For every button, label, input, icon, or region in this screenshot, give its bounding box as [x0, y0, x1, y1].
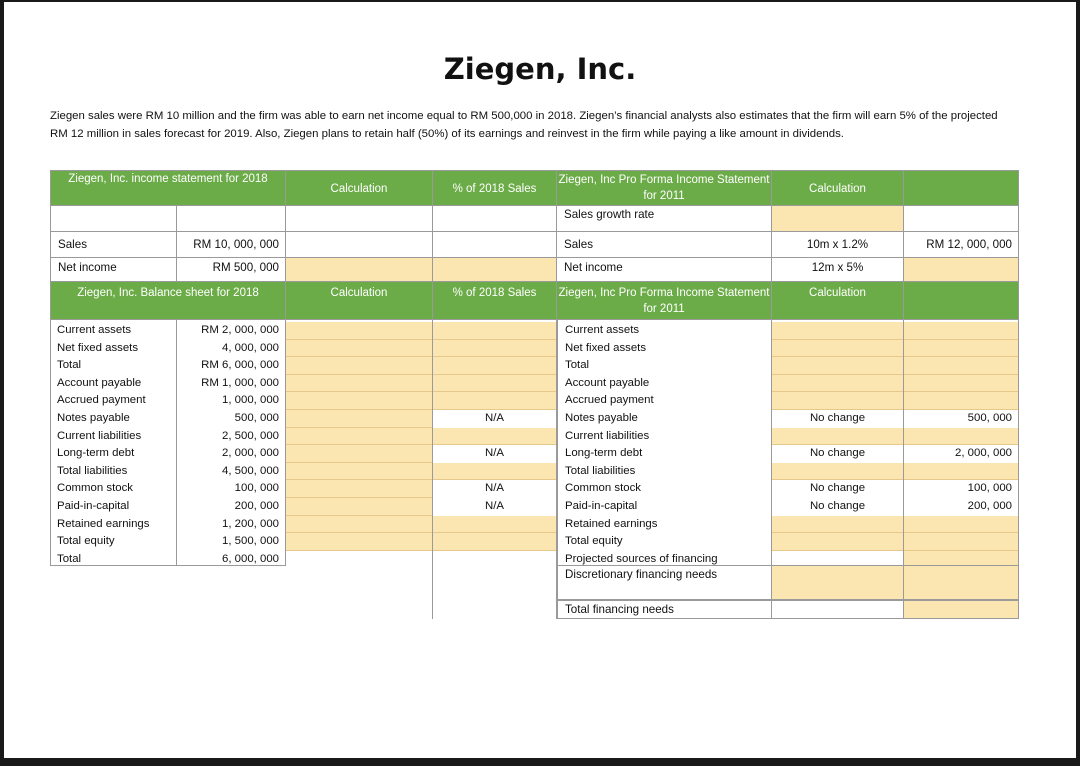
bs-proforma-value-input[interactable] — [904, 392, 1018, 410]
bs-calculation-input[interactable] — [286, 322, 432, 340]
bs-pct-column — [433, 320, 557, 619]
bs-proforma-value: 200, 000 — [967, 500, 1012, 512]
bs-calculation-header: Calculation — [286, 282, 433, 320]
bs-proforma-row-label: Common stock — [565, 482, 641, 495]
bs-row-value: 1, 500, 000 — [221, 535, 279, 548]
bs-row-value: 2, 500, 000 — [221, 429, 279, 442]
sales-pct[interactable] — [433, 232, 557, 258]
sales-proforma-calculation: 10m x 1.2% — [772, 232, 904, 258]
bs-calculation-column — [286, 320, 433, 619]
bs-proforma-value: 500, 000 — [967, 412, 1012, 424]
bs-proforma-labels-column — [557, 320, 772, 566]
bs-row-value: RM 2, 000, 000 — [201, 324, 279, 336]
bs-proforma-value-input[interactable] — [904, 357, 1018, 375]
bs-pct-value: N/A — [433, 445, 556, 463]
bs-row-label: Long-term debt — [57, 447, 135, 460]
bs-proforma-calc-input[interactable] — [772, 375, 903, 393]
bs-proforma-row-label: Account payable — [565, 376, 650, 389]
bs-proforma-row-label: Notes payable — [565, 412, 638, 424]
bs-row-label: Current assets — [57, 324, 132, 336]
net-income-label: Net income — [50, 258, 177, 282]
net-income-calculation-input[interactable] — [286, 258, 433, 282]
discretionary-value-input[interactable] — [904, 566, 1019, 600]
bs-pct-input[interactable] — [433, 516, 556, 534]
bs-row-label: Notes payable — [57, 412, 130, 424]
pct-sales-header: % of 2018 Sales — [433, 170, 557, 206]
bs-proforma-value-input[interactable] — [904, 533, 1018, 551]
bs-row-value: 1, 000, 000 — [221, 394, 279, 407]
bs-row-label: Common stock — [57, 482, 133, 495]
total-financing-value-input[interactable] — [904, 600, 1019, 619]
bs-row-label: Total — [57, 552, 82, 565]
bs-row-label: Net fixed assets — [57, 341, 139, 354]
bs-row-label: Total — [57, 359, 82, 372]
bs-proforma-value-input[interactable] — [904, 551, 1018, 566]
sales-label: Sales — [50, 232, 177, 258]
bs-row-value: 4, 000, 000 — [221, 341, 279, 354]
bs-proforma-values-column — [904, 320, 1019, 566]
bs-proforma-row-label: Current liabilities — [565, 429, 650, 442]
bs-calculation-input[interactable] — [286, 340, 432, 358]
net-income-proforma-calculation: 12m x 5% — [772, 258, 904, 282]
bs-pct-input[interactable] — [433, 375, 556, 393]
proforma-calculation-header: Calculation — [772, 170, 904, 206]
bs-pct-input[interactable] — [433, 392, 556, 410]
bs-calculation-input[interactable] — [286, 445, 432, 463]
bs-proforma-value-input[interactable] — [904, 375, 1018, 393]
bs-calculation-input[interactable] — [286, 516, 432, 534]
bs-pct-sales-header: % of 2018 Sales — [433, 282, 557, 320]
calculation-header: Calculation — [286, 170, 433, 206]
bs-proforma-calc-input[interactable] — [772, 463, 903, 481]
bs-proforma-calculation-header: Calculation — [772, 282, 904, 320]
income-statement-header: Ziegen, Inc. income statement for 2018 — [50, 170, 286, 206]
bs-proforma-calc-value: No change — [809, 412, 866, 424]
bs-proforma-calc-input[interactable] — [772, 322, 903, 340]
bs-pct-value: N/A — [433, 480, 556, 498]
bs-proforma-calc-input[interactable] — [772, 392, 903, 410]
bs-proforma-calc-input[interactable] — [772, 551, 903, 566]
bs-proforma-row-label: Net fixed assets — [565, 341, 647, 354]
bs-row-label: Retained earnings — [57, 517, 150, 530]
bs-calculation-input[interactable] — [286, 375, 432, 393]
bs-labels-column — [50, 320, 177, 566]
bs-proforma-value-header — [904, 282, 1019, 320]
empty-cell — [433, 206, 557, 232]
bs-proforma-value-input[interactable] — [904, 463, 1018, 481]
bs-calculation-input[interactable] — [286, 428, 432, 446]
bs-pct-input[interactable] — [433, 533, 556, 551]
sales-proforma-label: Sales — [557, 232, 772, 258]
bs-pct-value: N/A — [433, 498, 556, 516]
bs-calculation-input[interactable] — [286, 410, 432, 428]
bs-row-label: Paid-in-capital — [57, 500, 130, 512]
bs-proforma-calc-input[interactable] — [772, 428, 903, 446]
bs-calculation-input[interactable] — [286, 533, 432, 551]
bs-row-label: Total equity — [57, 535, 115, 548]
bs-proforma-calc-input[interactable] — [772, 357, 903, 375]
financial-table — [50, 170, 1019, 619]
bs-proforma-calc-value: No change — [809, 500, 866, 512]
discretionary-financing-label: Discretionary financing needs — [557, 566, 772, 600]
intro-paragraph: Ziegen sales were RM 10 million and the firm was able to earn net income equal to RM 500,000 in 2018. Ziegen’s financial analysts also estimates that the firm will earn 5% of the projected RM 12 million in sales forecast for 2019. Also, Ziegen plans to retain half (50%) of its earnings and reinvest in the firm while paying a like amount in dividends. — [50, 110, 998, 140]
bs-row-label: Total liabilities — [57, 464, 128, 477]
sales-growth-rate-input[interactable] — [772, 206, 904, 232]
bs-proforma-value-input[interactable] — [904, 516, 1018, 534]
bs-calculation-input[interactable] — [286, 392, 432, 410]
discretionary-calculation-input[interactable] — [772, 566, 904, 600]
bs-proforma-calc-input[interactable] — [772, 340, 903, 358]
bs-row-value: 2, 000, 000 — [221, 447, 279, 460]
bs-row-value: 6, 000, 000 — [221, 552, 279, 565]
proforma-income-header: Ziegen, Inc Pro Forma Income Statement for 2011 — [557, 170, 772, 206]
sales-growth-rate-label: Sales growth rate — [557, 206, 772, 232]
net-income-pct-input[interactable] — [433, 258, 557, 282]
bs-pct-input[interactable] — [433, 357, 556, 375]
bs-proforma-row-label: Total equity — [565, 535, 623, 548]
bs-row-value: RM 1, 000, 000 — [201, 376, 279, 389]
bs-values-column — [177, 320, 286, 566]
bs-row-value: 200, 000 — [234, 500, 279, 512]
bs-calculation-input[interactable] — [286, 463, 432, 481]
empty-cell — [904, 206, 1019, 232]
bs-row-value: 4, 500, 000 — [221, 464, 279, 477]
bs-calculation-input[interactable] — [286, 498, 432, 516]
bs-proforma-row-label: Retained earnings — [565, 517, 658, 530]
bs-proforma-value-input[interactable] — [904, 322, 1018, 340]
bs-proforma-row-label: Accrued payment — [565, 394, 654, 407]
bs-row-value: 100, 000 — [234, 482, 279, 495]
bs-row-label: Account payable — [57, 376, 142, 389]
proforma-value-header — [904, 170, 1019, 206]
net-income-value: RM 500, 000 — [177, 258, 286, 282]
bs-row-value: 1, 200, 000 — [221, 517, 279, 530]
empty-cell — [50, 206, 177, 232]
bs-row-value: RM 6, 000, 000 — [201, 359, 279, 372]
bs-proforma-row-label: Total — [565, 359, 590, 372]
sales-proforma-value: RM 12, 000, 000 — [904, 232, 1019, 258]
bs-proforma-row-label: Current assets — [565, 324, 640, 336]
bs-proforma-header: Ziegen, Inc Pro Forma Income Statement for 2011 — [557, 282, 772, 320]
sales-calculation[interactable] — [286, 232, 433, 258]
total-financing-needs-label: Total financing needs — [557, 600, 772, 619]
bs-proforma-value-input[interactable] — [904, 340, 1018, 358]
page-title: Ziegen, Inc. — [443, 52, 637, 86]
bs-proforma-calculation-column — [772, 320, 904, 566]
empty-cell — [286, 206, 433, 232]
net-income-proforma-label: Net income — [557, 258, 772, 282]
bs-proforma-value: 100, 000 — [967, 482, 1012, 495]
bs-row-value: 500, 000 — [234, 412, 279, 424]
bs-calculation-input[interactable] — [286, 357, 432, 375]
balance-sheet-header: Ziegen, Inc. Balance sheet for 2018 — [50, 282, 286, 320]
bs-proforma-row-label: Paid-in-capital — [565, 500, 638, 512]
sales-value: RM 10, 000, 000 — [177, 232, 286, 258]
bs-pct-value: N/A — [433, 410, 556, 428]
net-income-proforma-input[interactable] — [904, 258, 1019, 282]
bs-row-label: Accrued payment — [57, 394, 146, 407]
bs-proforma-row-label: Projected sources of financing — [565, 552, 718, 565]
empty-cell — [177, 206, 286, 232]
bs-proforma-row-label: Total liabilities — [565, 464, 636, 477]
bs-row-label: Current liabilities — [57, 429, 142, 442]
bs-proforma-calc-value: No change — [809, 482, 866, 495]
bs-proforma-calc-input[interactable] — [772, 516, 903, 534]
bs-proforma-value: 2, 000, 000 — [954, 447, 1012, 460]
bs-proforma-calc-value: No change — [809, 447, 866, 460]
bs-pct-input[interactable] — [433, 322, 556, 340]
total-financing-calculation[interactable] — [772, 600, 904, 619]
bs-proforma-value-input[interactable] — [904, 428, 1018, 446]
bs-calculation-input[interactable] — [286, 480, 432, 498]
bs-proforma-calc-input[interactable] — [772, 533, 903, 551]
bs-pct-input[interactable] — [433, 428, 556, 446]
bs-pct-input[interactable] — [433, 463, 556, 481]
bs-pct-input[interactable] — [433, 340, 556, 358]
bs-proforma-row-label: Long-term debt — [565, 447, 643, 460]
